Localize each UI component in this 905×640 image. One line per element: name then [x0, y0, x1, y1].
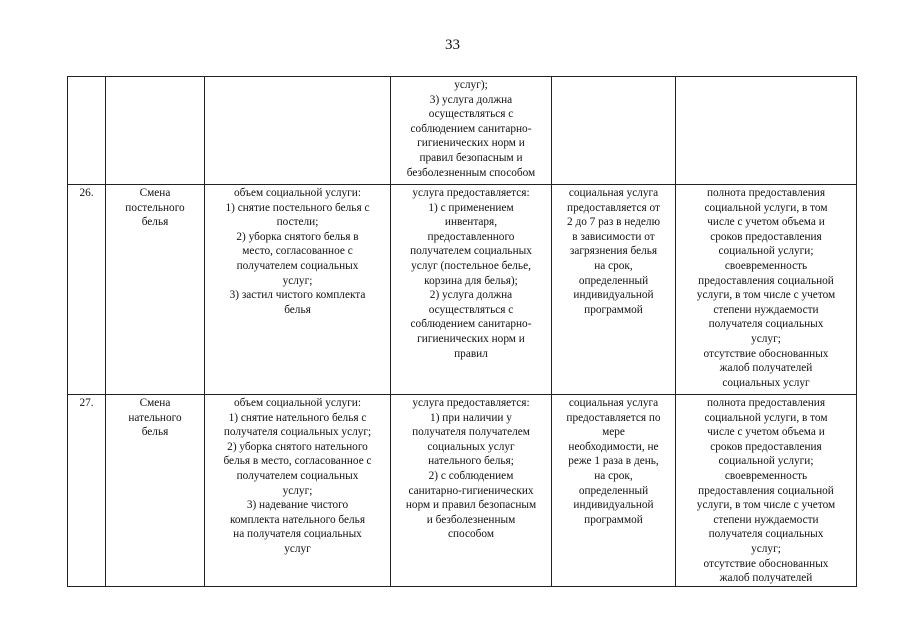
cell-text-line: услуг);: [454, 79, 488, 91]
cell-text-line: услуга предоставляется:: [412, 187, 530, 199]
cell-text-line: реже 1 раза в день,: [568, 455, 659, 468]
cell-text-line: услуг (постельное белье,: [411, 259, 531, 272]
service-conditions-cell: [391, 77, 552, 185]
service-volume-cell: [205, 395, 391, 587]
service-timing-cell: [552, 185, 676, 395]
cell-text-line: на получателя социальных: [233, 528, 362, 541]
cell-text-line: нательного белья;: [428, 455, 514, 468]
cell-text-line: услуг;: [751, 332, 781, 345]
cell-text-line: постели;: [276, 216, 319, 229]
cell-text-line: степени нуждаемости: [713, 513, 819, 526]
cell-text-line: предоставленного: [427, 230, 515, 243]
cell-text-line: постельного: [125, 201, 185, 214]
cell-text-line: своевременность: [724, 259, 808, 272]
cell-text-line: 1) снятие нательного белья с: [228, 411, 367, 424]
cell-text-line: услуги, в том числе с учетом: [696, 499, 836, 512]
cell-text-line: услуг;: [751, 542, 781, 555]
cell-text-line: Смена: [139, 397, 171, 409]
cell-text-line: степени нуждаемости: [713, 303, 819, 316]
cell-text-line: правил безопасным и: [419, 151, 523, 164]
cell-text-line: социальной услуги, в том: [704, 411, 828, 424]
cell-text-line: сроков предоставления: [710, 230, 822, 243]
cell-text-line: социальная услуга: [568, 187, 659, 199]
cell-text-line: получателя социальных: [708, 318, 824, 331]
cell-text-line: белья: [141, 426, 169, 439]
cell-text-line: осуществляться с: [428, 303, 514, 316]
row-number-cell: [68, 185, 106, 395]
cell-text-line: соблюдением санитарно-: [410, 318, 532, 331]
cell-text-line: 2) с соблюдением: [428, 469, 514, 482]
cell-text-line: социальных услуг: [722, 376, 810, 389]
cell-text-line: корзина для белья);: [424, 274, 518, 287]
cell-text-line: индивидуальной: [573, 289, 654, 302]
cell-text-line: в зависимости от: [572, 230, 655, 243]
cell-text-line: получателя получателем: [412, 426, 530, 439]
cell-text-line: отсутствие обоснованных: [703, 347, 829, 360]
cell-text-line: белья: [141, 216, 169, 229]
cell-text-line: предоставления социальной: [698, 484, 834, 497]
cell-text-line: осуществляться с: [428, 108, 514, 121]
cell-text-line: правил: [454, 347, 488, 360]
cell-text-line: 3) надевание чистого: [246, 499, 349, 512]
service-conditions-cell: [391, 185, 552, 395]
cell-text-line: место, согласованное с: [242, 245, 353, 258]
cell-text-line: социальной услуги, в том: [704, 201, 828, 214]
cell-text-line: своевременность: [724, 469, 808, 482]
cell-text-line: объем социальной услуги:: [234, 187, 361, 199]
cell-text-line: предоставляется от: [567, 201, 660, 214]
service-volume-cell: [205, 77, 391, 185]
cell-text-line: программой: [584, 513, 643, 526]
service-quality-cell: [676, 395, 857, 587]
service-quality-cell: [676, 77, 857, 185]
cell-text-line: загрязнения белья: [569, 245, 658, 258]
cell-text-line: полнота предоставления: [706, 187, 826, 199]
cell-text-line: социальных услуг: [427, 440, 515, 453]
cell-text-line: услуг;: [282, 274, 313, 287]
cell-text-line: Смена: [139, 187, 171, 199]
table-row: [68, 77, 857, 185]
cell-text-line: предоставляется по: [566, 411, 661, 424]
service-name-cell: [106, 185, 205, 395]
cell-text-line: определенный: [578, 484, 649, 497]
cell-text-line: отсутствие обоснованных: [703, 557, 829, 570]
cell-text-line: определенный: [578, 274, 649, 287]
cell-text-line: объем социальной услуги:: [234, 397, 361, 409]
cell-text-line: получателем социальных: [236, 259, 359, 272]
row-number: 27.: [79, 397, 94, 409]
cell-text-line: мере: [602, 426, 625, 439]
cell-text-line: соблюдением санитарно-: [410, 122, 532, 135]
cell-text-line: социальная услуга: [568, 397, 659, 409]
cell-text-line: 1) с применением: [428, 201, 514, 214]
cell-text-line: 3) услуга должна: [429, 93, 513, 106]
cell-text-line: необходимости, не: [568, 440, 659, 453]
cell-text-line: получателем социальных: [236, 469, 359, 482]
cell-text-line: услуги, в том числе с учетом: [696, 289, 836, 302]
cell-text-line: числе с учетом объема и: [707, 216, 825, 229]
cell-text-line: предоставления социальной: [698, 274, 834, 287]
cell-text-line: 3) застил чистого комплекта: [229, 289, 366, 302]
service-volume-cell: [205, 185, 391, 395]
services-table: [67, 76, 857, 587]
cell-text-line: 2) уборка снятого белья в: [236, 230, 359, 243]
cell-text-line: и безболезненным: [426, 513, 516, 526]
cell-text-line: жалоб получателей: [719, 572, 813, 585]
cell-text-line: способом: [448, 528, 494, 541]
cell-text-line: получателем социальных: [410, 245, 532, 258]
table-row: [68, 395, 857, 587]
page-number: 33: [445, 37, 460, 53]
row-number: 26.: [79, 187, 94, 199]
cell-text-line: белья в место, согласованное с: [223, 455, 372, 468]
service-name-cell: [106, 77, 205, 185]
cell-text-line: жалоб получателей: [719, 362, 813, 375]
service-timing-cell: [552, 395, 676, 587]
cell-text-line: 2) услуга должна: [429, 289, 513, 302]
cell-text-line: гигиенических норм и: [417, 137, 525, 150]
cell-text-line: сроков предоставления: [710, 440, 822, 453]
row-number-cell: [68, 395, 106, 587]
service-quality-cell: [676, 185, 857, 395]
cell-text-line: санитарно-гигиенических: [408, 484, 534, 497]
cell-text-line: безболезненным способом: [406, 166, 536, 179]
cell-text-line: белья: [284, 303, 311, 316]
cell-text-line: числе с учетом объема и: [707, 426, 825, 439]
cell-text-line: на срок,: [594, 259, 633, 272]
cell-text-line: полнота предоставления: [706, 397, 826, 409]
service-conditions-cell: [391, 395, 552, 587]
cell-text-line: 2 до 7 раз в неделю: [566, 216, 661, 229]
cell-text-line: инвентаря,: [444, 216, 498, 229]
cell-text-line: 1) снятие постельного белья с: [225, 201, 370, 214]
cell-text-line: норм и правил безопасным: [405, 499, 537, 512]
cell-text-line: услуг: [284, 542, 311, 555]
cell-text-line: нательного: [128, 411, 182, 424]
cell-text-line: услуга предоставляется:: [412, 397, 530, 409]
cell-text-line: 2) уборка снятого нательного: [227, 440, 368, 453]
service-timing-cell: [552, 77, 676, 185]
cell-text-line: на срок,: [594, 469, 633, 482]
table-row: [68, 185, 857, 395]
cell-text-line: 1) при наличии у: [430, 411, 512, 424]
cell-text-line: гигиенических норм и: [417, 332, 525, 345]
row-number-cell: [68, 77, 106, 185]
cell-text-line: услуг;: [282, 484, 313, 497]
cell-text-line: получателя социальных услуг;: [223, 426, 372, 439]
cell-text-line: программой: [584, 303, 643, 316]
service-name-cell: [106, 395, 205, 587]
cell-text-line: комплекта нательного белья: [229, 513, 366, 526]
cell-text-line: социальной услуги;: [718, 455, 814, 468]
cell-text-line: социальной услуги;: [718, 245, 814, 258]
cell-text-line: получателя социальных: [708, 528, 824, 541]
cell-text-line: индивидуальной: [573, 499, 654, 512]
